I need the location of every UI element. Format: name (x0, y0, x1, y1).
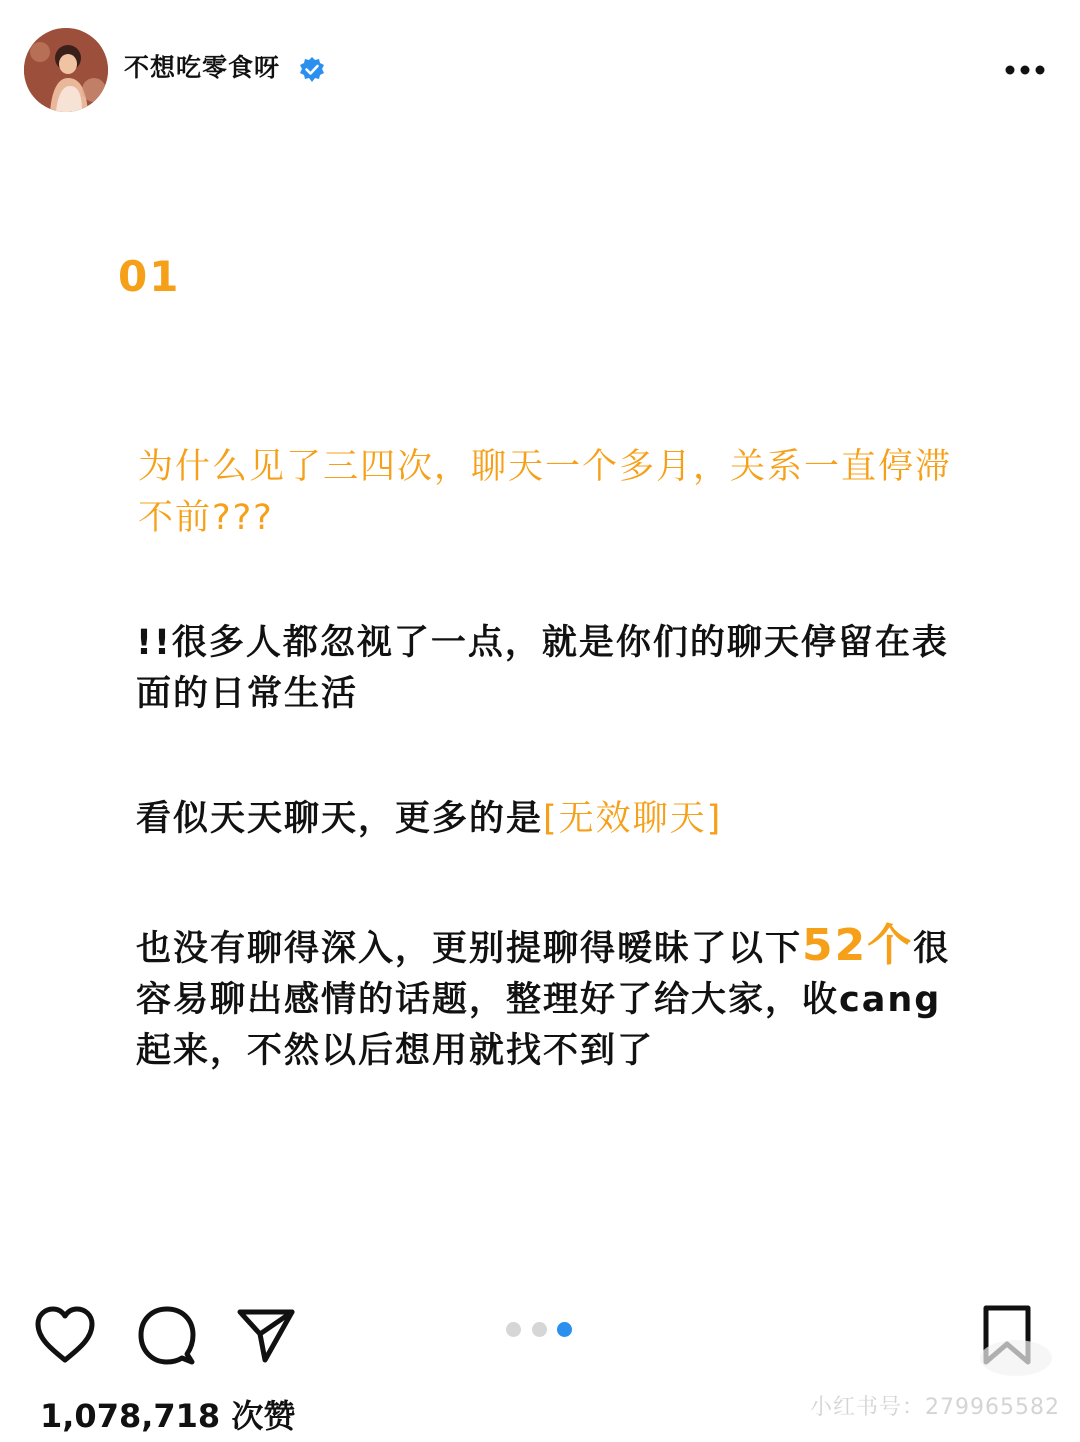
verified-badge-icon (298, 56, 326, 84)
paragraph-2 (136, 794, 966, 845)
action-bar (0, 1300, 1080, 1380)
paragraph-2-highlight: [无效聊天] (543, 799, 723, 839)
heart-icon (30, 1300, 100, 1370)
more-dots-icon (1000, 52, 1050, 88)
carousel-dot-active (557, 1322, 572, 1337)
comment-bubble-icon (132, 1300, 202, 1370)
carousel-dot (506, 1322, 521, 1337)
watermark-logo-icon (974, 1326, 1058, 1382)
carousel-dot (532, 1322, 547, 1337)
like-button[interactable] (30, 1300, 100, 1370)
more-options-button[interactable] (1000, 52, 1050, 88)
paragraph-3-prefix: 也没有聊得深入，更别提聊得暧昧了以下 (136, 929, 803, 969)
paragraph-2-prefix: 看似天天聊天，更多的是 (136, 799, 544, 839)
carousel-indicator (506, 1322, 576, 1338)
question-text: 为什么见了三四次，聊天一个多月，关系一直停滞不前??? (138, 447, 953, 538)
post-header (0, 0, 1080, 140)
watermark-text: 小红书号：279965582 (810, 1395, 1060, 1420)
like-count[interactable]: 1,078,718 次赞 (40, 1397, 296, 1435)
paragraph-3-highlight: 52个 (802, 920, 914, 971)
send-icon (232, 1300, 302, 1370)
username[interactable]: 不想吃零食呀 (124, 53, 281, 82)
avatar[interactable] (24, 28, 108, 112)
paragraph-3-suffix: 很容易聊出感情的话题，整理好了给大家，收cang起来，不然以后想用就找不到了 (136, 929, 951, 1071)
section-number: 01 (118, 252, 181, 301)
share-button[interactable] (232, 1300, 302, 1370)
comment-button[interactable] (132, 1300, 202, 1370)
paragraph-3 (136, 920, 966, 1077)
paragraph-1: !!很多人都忽视了一点，就是你们的聊天停留在表面的日常生活 (136, 623, 949, 714)
